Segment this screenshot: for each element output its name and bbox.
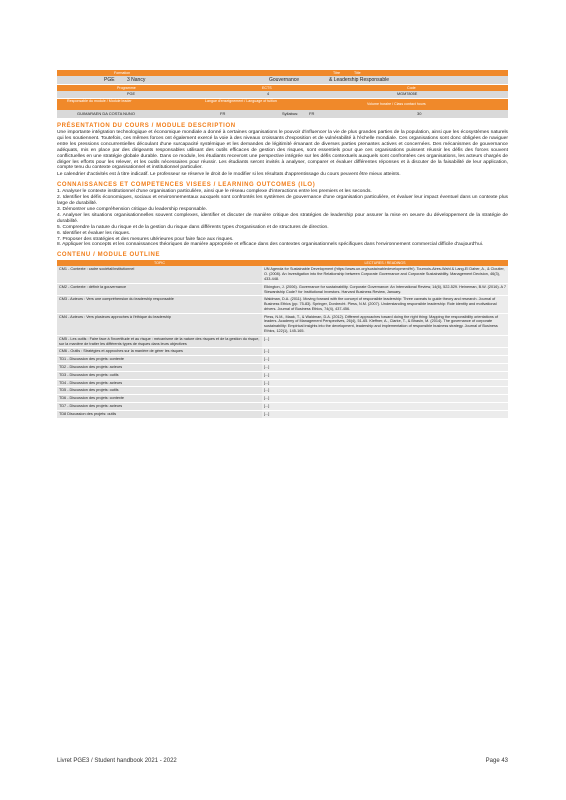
table-row xyxy=(57,313,508,335)
topic-cell: CM5 - Les outils : Faire face à l'incertitude et au risque : mécanisme de la nature des risques et de la gestion du risque, sur la manière de traiter les différents types de risques dans leurs objectives xyxy=(57,335,262,348)
campus-name: 3 Nancy xyxy=(127,77,146,83)
page-footer xyxy=(57,758,508,764)
topic-cell: TD2 - Discussion des projets: acteurs xyxy=(57,364,262,372)
topic-cell: TD6 - Discussion des projets: contexte xyxy=(57,395,262,403)
competences-heading: CONNAISSANCES ET COMPETENCES VISEES / LEARNING OUTCOMES (ILO) xyxy=(57,182,316,189)
outline-body xyxy=(57,266,508,418)
list-item: 2. Identifier les défis économiques, sociaux et environnementaux auxquels sont confrontés les systèmes de gouvernance d'une organisation particulière, et évaluer leur impact éventuel dans un contexte plus large de durabilité. xyxy=(57,195,508,207)
reading-cell: [...] xyxy=(262,403,508,411)
reading-cell: [...] xyxy=(262,335,508,348)
table-row xyxy=(57,379,508,387)
list-item: 5. Comprendre la nature du risque et de la gestion du risque dans différents types d'organisation et de structures de direction. xyxy=(57,224,329,230)
table-row xyxy=(57,387,508,395)
table-row xyxy=(57,395,508,403)
course-title: Gouvernance xyxy=(269,77,300,83)
reading-cell: [...] xyxy=(262,379,508,387)
list-item: 6. Identifier et évaluer les risques. xyxy=(57,230,131,236)
responsible-row xyxy=(57,110,508,119)
responsible-value: GUIMARAEN DA COSTA NUNO xyxy=(77,111,135,116)
list-item: 4. Analyser les situations organisationnelles souvent complexes, identifier et discuter de manière critique des stratégies de leadership pour assurer la mise en oeuvre du développement de la stratégie de durabilité. xyxy=(57,212,508,224)
presentation-heading: PRÉSENTATION DU COURS / MODULE DESCRIPTION xyxy=(57,123,236,129)
ects-label: ECTS xyxy=(262,86,272,90)
reading-cell: Pless, N.M., Maak, T., & Waldman, D.A. (2012). Different approaches toward doing the right thing: Mapping the responsibility orientations of leaders. Academy of Management Perspectives, 26(4), 51-65. Kleffner, A., Clarke, T., & Bhasin, M. (2014). The governance of corporate sustainability: Empirical insights into the development, leadership and implementation of responsible business strategy. Journal of Business Ethics, 122(1), 145-165. xyxy=(262,313,508,335)
reading-cell: [...] xyxy=(262,410,508,418)
competences-list xyxy=(57,189,508,248)
presentation-note: Le calendrier d'activités est à titre indicatif. Le professeur se réserve le droit de le modifier si les résultats d'apprentissage du cours peuvent être mieux atteints. xyxy=(57,172,401,178)
reading-cell: [...] xyxy=(262,395,508,403)
reading-cell: [...] xyxy=(262,371,508,379)
footer-handbook: Livret PGE3 / Student handbook 2021 - 2022 xyxy=(57,758,177,764)
presentation-text: Une importante intégration technologique et économique mondiale a donné à certaines organisations le pouvoir d'influencer la vie de plus grandes parties de la population, ainsi que les écosystèmes naturels qui les soutiennent. Toutefois, ces mêmes forces ont également exercé la voie à des niveaux croissants d'exposition et de vulnérabilité à l'échelle mondiale. Ces organisations sont donc obligées de naviguer entre les pressions concurrentielles découlant d'une surcapacité systémique et les demandes de légitimité émanant de diverses parties prenantes actives et concernées. Des mécanismes de gouvernance adéquats, mis en place par des dirigeants responsables utilisant des outils efficaces de gestion des risques, sont essentiels pour que ces organisations puissent réussir les défis des forces souvent conflictuelles en une stratégie globale durable. Dans ce module, les étudiants recevront une perspective intégrée sur les défis contextuels auxquels sont confrontées ces organisations, les acteurs chargés de diriger les efforts pour les relever, et les outils nécessaires pour réussir. Les étudiants seront invités à analyser, comparer et évaluer différentes réponses et à discuter de la faisabilité de leur application, compte tenu du contexte organisationnel et institutionnel particulier. xyxy=(57,130,508,171)
language-value: FR xyxy=(220,111,226,116)
table-row xyxy=(57,283,508,296)
topic-cell: TD1 - Discussion des projets: contexte xyxy=(57,356,262,364)
table-row xyxy=(57,410,508,418)
course-row xyxy=(57,76,508,85)
programme-label: Programme xyxy=(117,86,136,90)
readings-header: LECTURES / READINGS xyxy=(262,260,508,266)
list-item: 7. Proposer des stratégies et des mesures ultérieures pour faire face aux risques. xyxy=(57,236,234,242)
hours-value: 30 xyxy=(417,111,422,116)
reading-cell: [...] xyxy=(262,348,508,356)
list-item: 3. Démontrer une compréhension critique du leadership responsable. xyxy=(57,206,208,212)
table-row xyxy=(57,364,508,372)
topic-cell: CM6 - Outils : Stratégies et approches sur la manière de gérer les risques xyxy=(57,348,262,356)
topic-cell: TD3 - Discussion des projets: outils xyxy=(57,371,262,379)
topic-cell: CM1 - Contexte : cadre sociétal/institutionnel xyxy=(57,266,262,283)
topic-cell: CM4 - Acteurs : Vers plusieurs approches à l'éthique du leadership xyxy=(57,313,262,335)
handbook-page xyxy=(57,70,508,419)
syllabus-label: Syllabus: xyxy=(282,111,299,116)
programme-value: PGE xyxy=(127,92,136,96)
hours-label: Volume horaire / Class contact hours xyxy=(367,102,426,106)
topic-cell: TD7 - Discussion des projets: acteurs xyxy=(57,403,262,411)
list-item: 8. Appliquer les concepts et les connaissances théoriques de manière appropriée et efficace dans des contextes organisationnels spécifiques dans l'environnement commercial difficile d'aujourd'hui. xyxy=(57,242,484,248)
contenu-heading: CONTENU / MODULE OUTLINE xyxy=(57,252,161,259)
table-row xyxy=(57,348,508,356)
reading-cell: UN Agenda for Sustainable Development (https://www.un.org/sustainabledevelopment/fr/). Tournois-Aires-Wahl & Lang-El Daher, A., & Cloutier, O. (2008). An Investigation into the Relationship between Corporate Governance and Corporate Sustainability. Management Decision, 46(3), 433-448. xyxy=(262,266,508,283)
table-row xyxy=(57,371,508,379)
topic-header: TOPIC xyxy=(57,260,262,266)
reading-cell: [...] xyxy=(262,356,508,364)
outline-table xyxy=(57,260,508,418)
language-label: Langue d'enseignement / Language of tuition xyxy=(205,99,277,103)
reading-cell: [...] xyxy=(262,387,508,395)
title-en-label: Title xyxy=(354,71,361,75)
reading-cell: [...] xyxy=(262,364,508,372)
course-title-2: & Leadership Responsable xyxy=(329,77,390,83)
code-value: MGM7805E xyxy=(397,92,418,96)
responsible-label-bar xyxy=(57,99,508,110)
responsible-label: Responsable du module / Module leader xyxy=(67,99,132,103)
table-row xyxy=(57,266,508,283)
ects-value: 4 xyxy=(267,92,270,96)
programme-row xyxy=(57,91,508,99)
table-row xyxy=(57,403,508,411)
topic-cell: TD5 - Discussion des projets: outils xyxy=(57,387,262,395)
table-row xyxy=(57,356,508,364)
title-label: Titre xyxy=(333,71,341,75)
table-row xyxy=(57,296,508,313)
page-number: Page 43 xyxy=(485,758,508,764)
programme-name: PGE xyxy=(104,77,115,83)
topic-cell: CM2 - Contexte : définir la gouvernance xyxy=(57,283,262,296)
reading-cell: Waldman, D.A. (2011). Moving forward with the concept of responsible leadership: Three caveats to guide theory and research. Journal of Business Ethics (pp. 75-83). Springer, Dordrecht. Pless, N.M. (2007). Understanding responsible leadership: Role identity and motivational drivers. Journal of Business Ethics, 74(4), 437-456. xyxy=(262,296,508,313)
topic-cell: CM3 - Acteurs : Vers une compréhension du leadership responsable xyxy=(57,296,262,313)
table-row xyxy=(57,335,508,348)
topic-cell: TD4 - Discussion des projets: acteurs xyxy=(57,379,262,387)
code-label: Code xyxy=(407,86,416,90)
topic-cell: TD8 Discussion des projets: outils xyxy=(57,410,262,418)
syllabus-value: FR xyxy=(309,111,315,116)
reading-cell: Elkington, J. (2006). Governance for sustainability. Corporate Governance: An International Review, 14(6), 522-529. Heineman, B.W. (2016). A 7 Stewardship Code? for Institutional Investors. Harvard Business Review, January. xyxy=(262,283,508,296)
list-item: 1. Analyser le contexte institutionnel d'une organisation particulière, ainsi que le réseau complexe d'interactions entre les premiers et les seconds. xyxy=(57,189,372,195)
formation-label: Formation xyxy=(114,71,131,75)
